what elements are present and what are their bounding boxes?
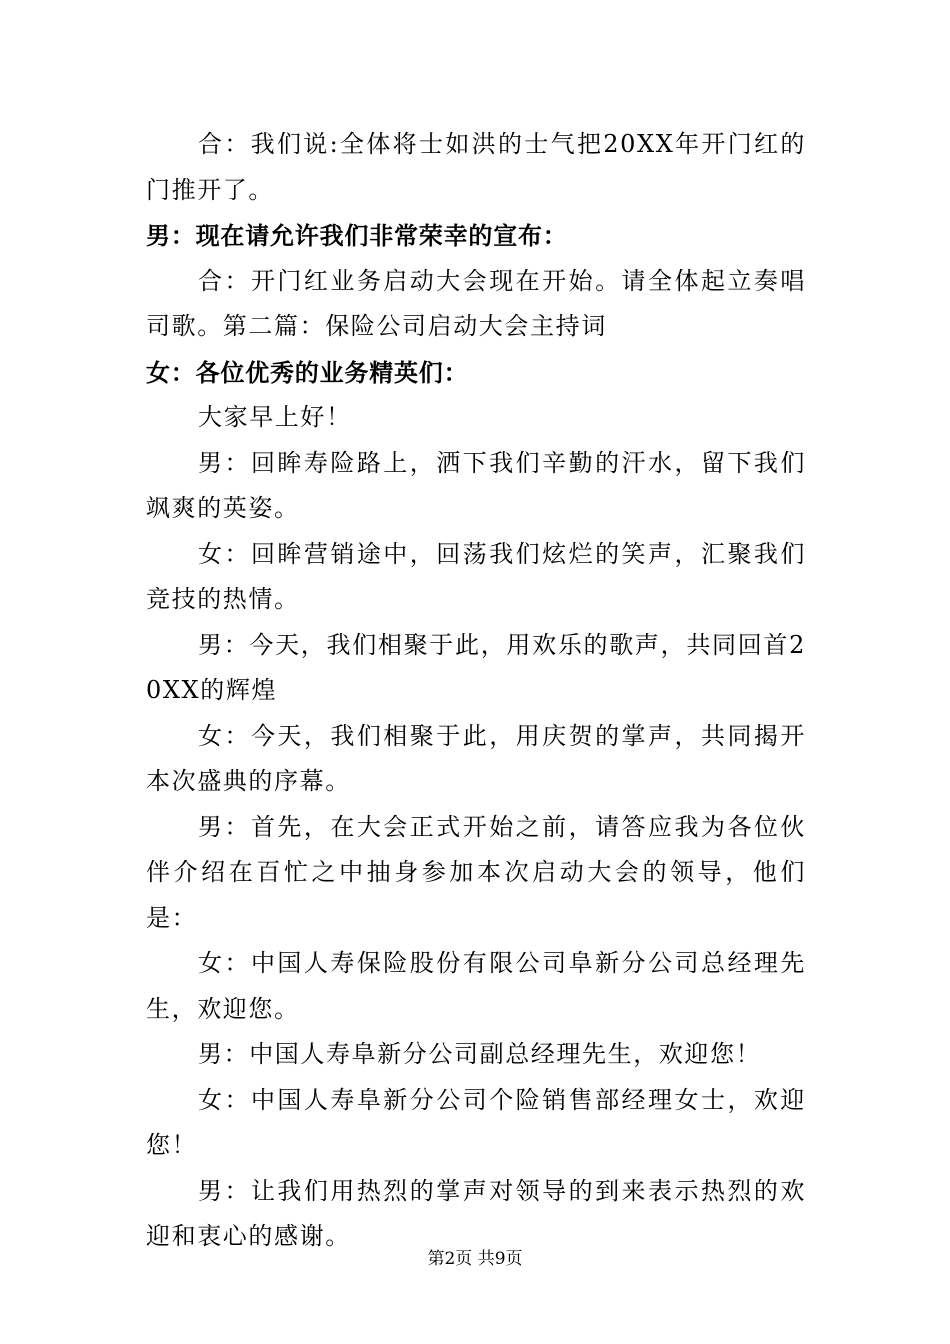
paragraph-9: 女：今天，我们相聚于此，用庆贺的掌声，共同揭开本次盛典的序幕。 [146,721,806,795]
paragraph-5: 大家早上好！ [198,403,352,431]
paragraph-8: 男：今天，我们相聚于此，用欢乐的歌声，共同回首20XX的辉煌 [146,630,806,704]
paragraph-7: 女：回眸营销途中，回荡我们炫烂的笑声，汇聚我们竞技的热情。 [146,539,806,613]
paragraph-6: 男：回眸寿险路上，洒下我们辛勤的汗水，留下我们飒爽的英姿。 [146,448,806,522]
paragraph-2-heading: 男：现在请允许我们非常荣幸的宣布： [146,221,568,250]
page-number-footer: 第2页 共9页 [427,1249,523,1269]
paragraph-10: 男：首先，在大会正式开始之前，请答应我为各位伙伴介绍在百忙之中抽身参加本次启动大会的领导，他们是： [146,812,806,932]
paragraph-4-heading: 女：各位优秀的业务精英们： [146,357,469,387]
paragraph-3: 合：开门红业务启动大会现在开始。请全体起立奏唱司歌。第二篇：保险公司启动大会主持词 [146,266,806,340]
paragraph-12: 男：中国人寿阜新分公司副总经理先生，欢迎您！ [198,1040,762,1068]
paragraph-1: 合：我们说:全体将士如洪的士气把20XX年开门红的门推开了。 [146,130,806,204]
paragraph-11: 女：中国人寿保险股份有限公司阜新分公司总经理先生，欢迎您。 [146,949,806,1023]
paragraph-13: 女：中国人寿阜新分公司个险销售部经理女士，欢迎您！ [146,1085,806,1159]
paragraph-14: 男：让我们用热烈的掌声对领导的到来表示热烈的欢迎和衷心的感谢。 [146,1176,806,1250]
document-body [146,122,806,1260]
